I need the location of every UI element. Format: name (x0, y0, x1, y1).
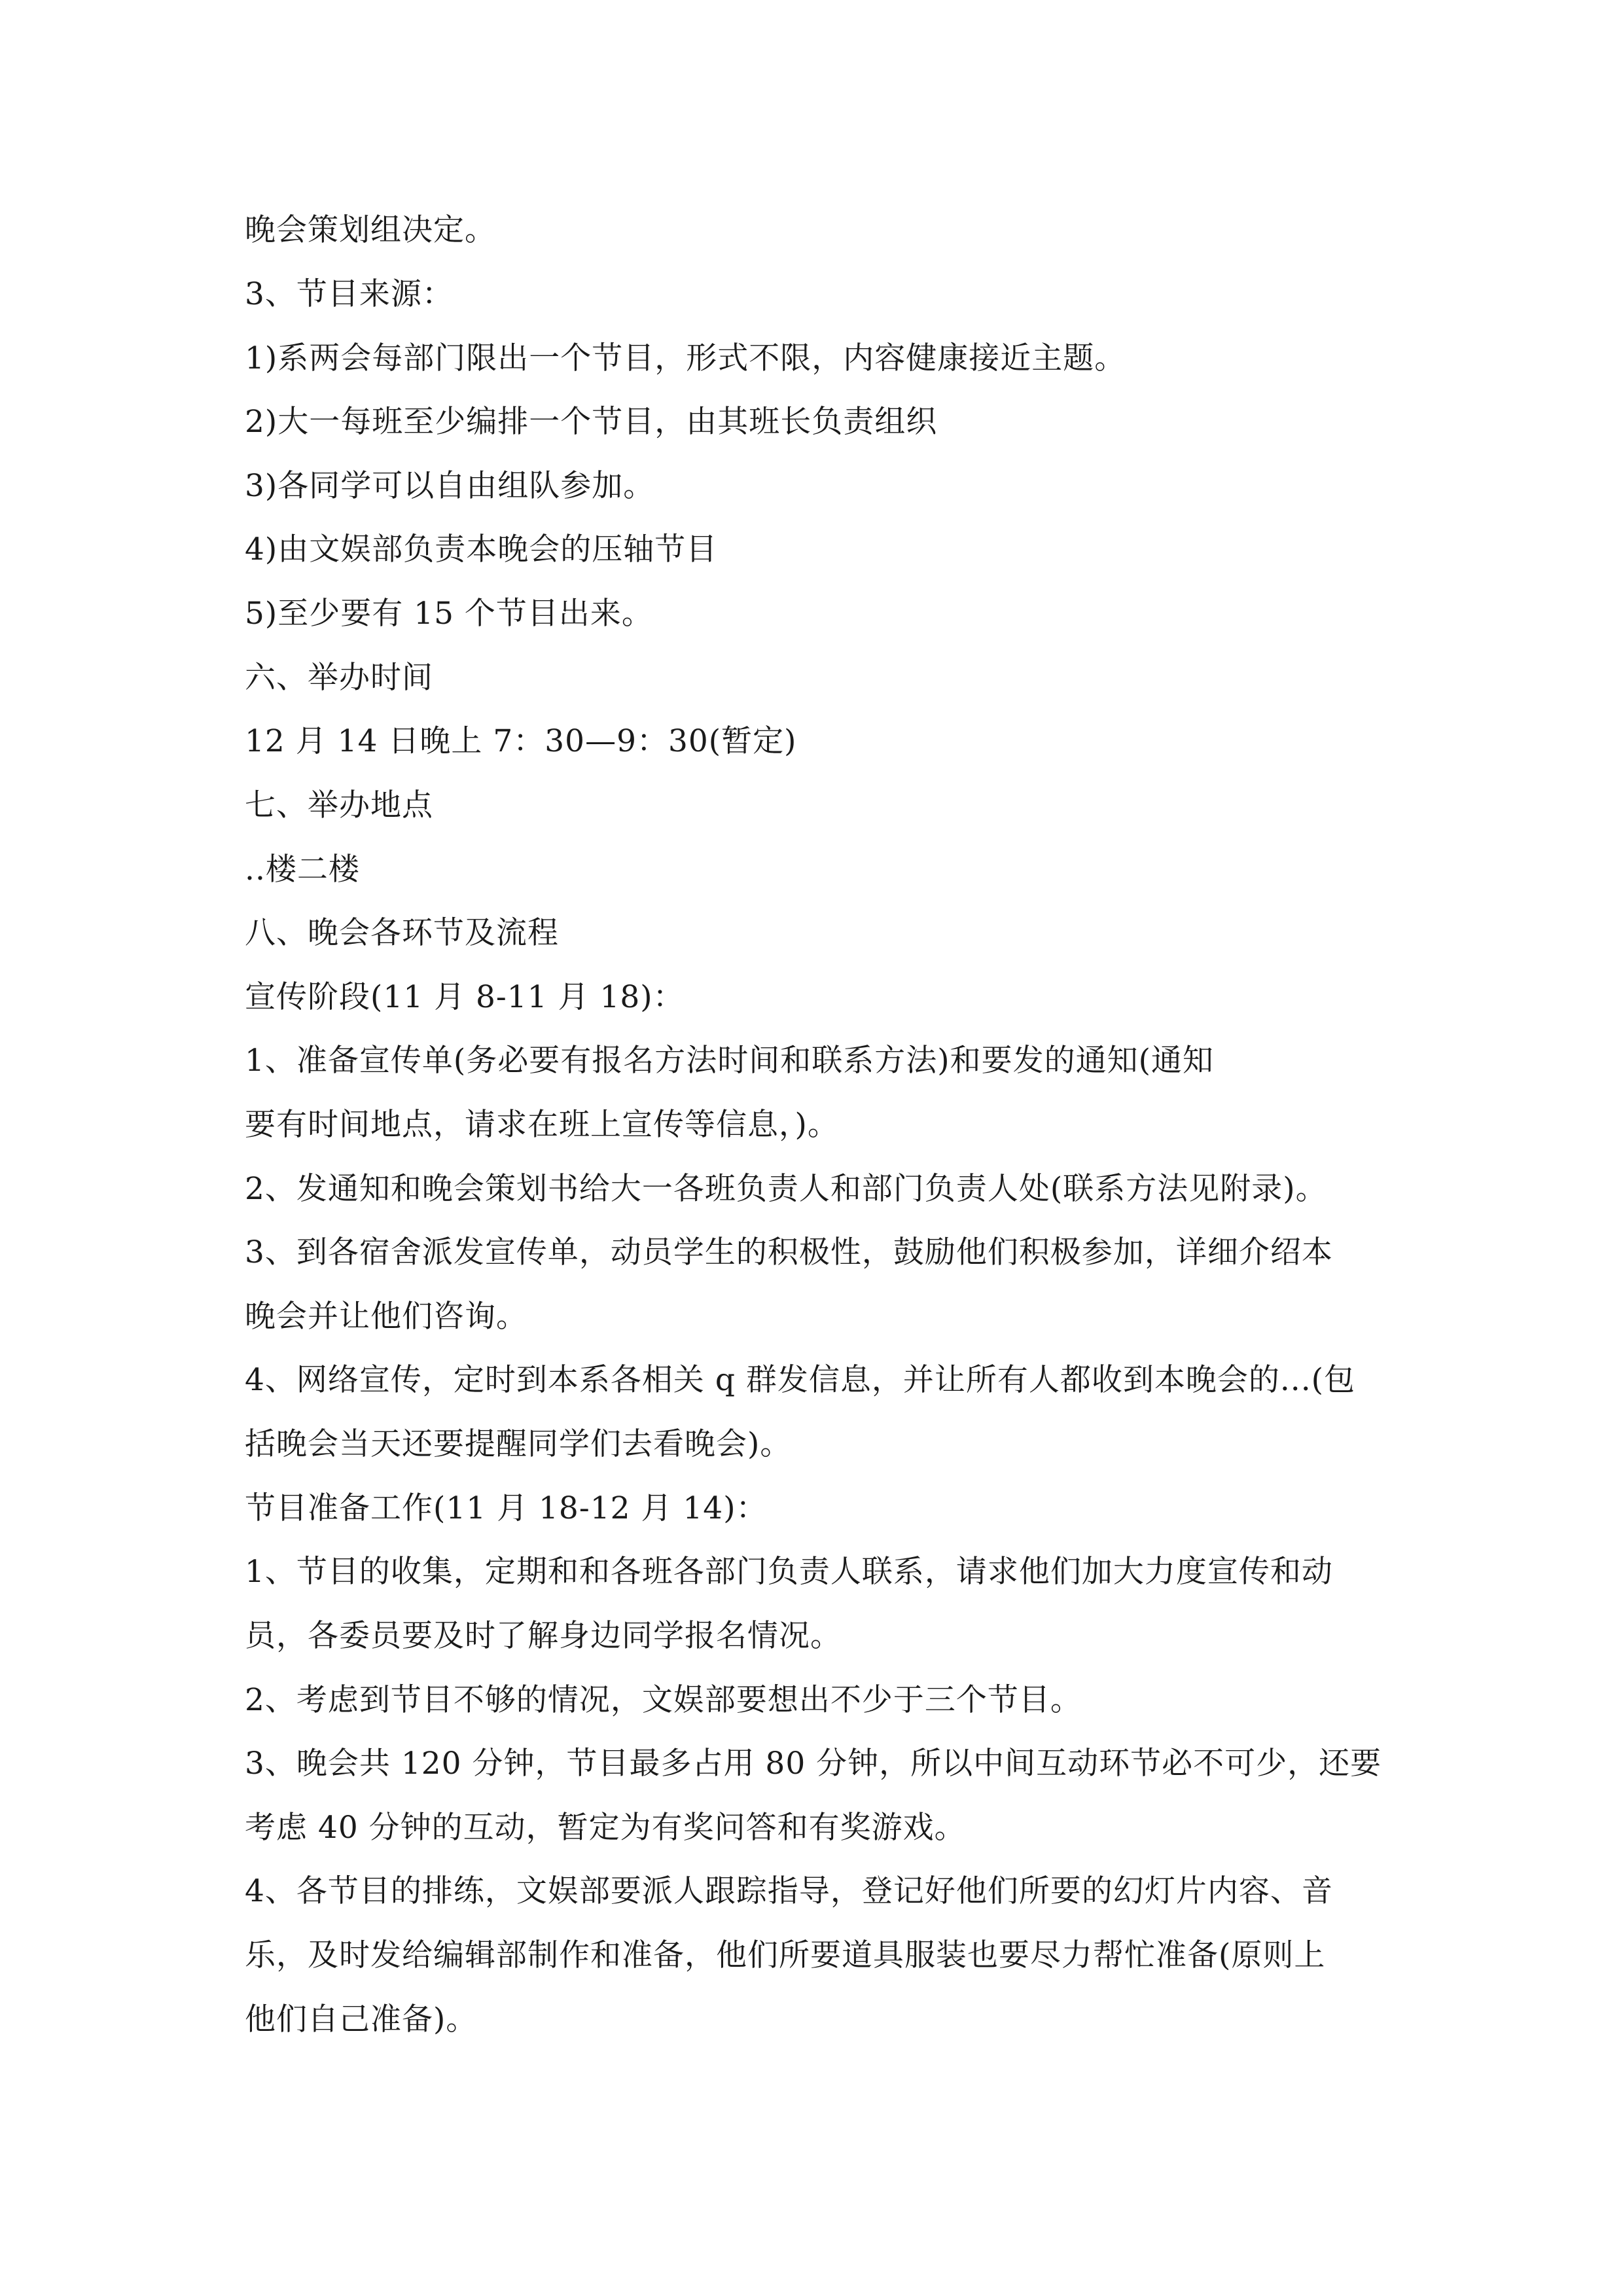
text-line: 12 月 14 日晚上 7：30—9：30(暂定) (245, 723, 797, 759)
text-line: 3、晚会共 120 分钟，节目最多占用 80 分钟，所以中间互动环节必不可少，还要 (245, 1746, 1382, 1782)
text-line: 4、网络宣传，定时到本系各相关 q 群发信息，并让所有人都收到本晚会的...(包 (245, 1362, 1356, 1398)
section-heading: 六、举办时间 (245, 660, 433, 696)
text-line: 2、发通知和晚会策划书给大一各班负责人和部门负责人处(联系方法见附录)。 (245, 1171, 1327, 1207)
text-line: ..楼二楼 (245, 852, 360, 888)
text-line: 3)各同学可以自由组队参加。 (245, 468, 655, 504)
text-line: 2)大一每班至少编排一个节目，由其班长负责组织 (245, 404, 938, 440)
text-line: 1、准备宣传单(务必要有报名方法时间和联系方法)和要发的通知(通知 (245, 1043, 1214, 1079)
text-line: 宣传阶段(11 月 8-11 月 18)： (245, 979, 685, 1015)
text-line: 晚会策划组决定。 (245, 212, 496, 248)
text-line: 晚会并让他们咨询。 (245, 1299, 527, 1335)
text-line: 4)由文娱部负责本晚会的压轴节目 (245, 531, 718, 567)
text-line: 节目准备工作(11 月 18-12 月 14)： (245, 1490, 768, 1526)
text-line: 1、节目的收集，定期和和各班各部门负责人联系，请求他们加大力度宣传和动 (245, 1554, 1333, 1590)
text-line: 2、考虑到节目不够的情况，文娱部要想出不少于三个节目。 (245, 1682, 1082, 1718)
section-heading: 七、举办地点 (245, 787, 433, 823)
text-line: 1)系两会每部门限出一个节目，形式不限，内容健康接近主题。 (245, 340, 1126, 376)
text-line: 5)至少要有 15 个节目出来。 (245, 596, 653, 632)
text-line: 3、节目来源： (245, 276, 454, 312)
section-heading: 八、晚会各环节及流程 (245, 915, 559, 951)
text-line: 乐，及时发给编辑部制作和准备，他们所要道具服装也要尽力帮忙准备(原则上 (245, 1937, 1326, 1973)
text-line: 要有时间地点，请求在班上宣传等信息，)。 (245, 1107, 839, 1143)
text-line: 考虑 40 分钟的互动，暂定为有奖问答和有奖游戏。 (245, 1810, 966, 1846)
text-line: 4、各节目的排练，文娱部要派人跟踪指导，登记好他们所要的幻灯片内容、音 (245, 1873, 1333, 1909)
text-line: 员，各委员要及时了解身边同学报名情况。 (245, 1618, 842, 1654)
text-line: 括晚会当天还要提醒同学们去看晚会)。 (245, 1426, 792, 1462)
text-line: 他们自己准备)。 (245, 2001, 478, 2037)
text-line: 3、到各宿舍派发宣传单，动员学生的积极性，鼓励他们积极参加，详细介绍本 (245, 1234, 1333, 1270)
